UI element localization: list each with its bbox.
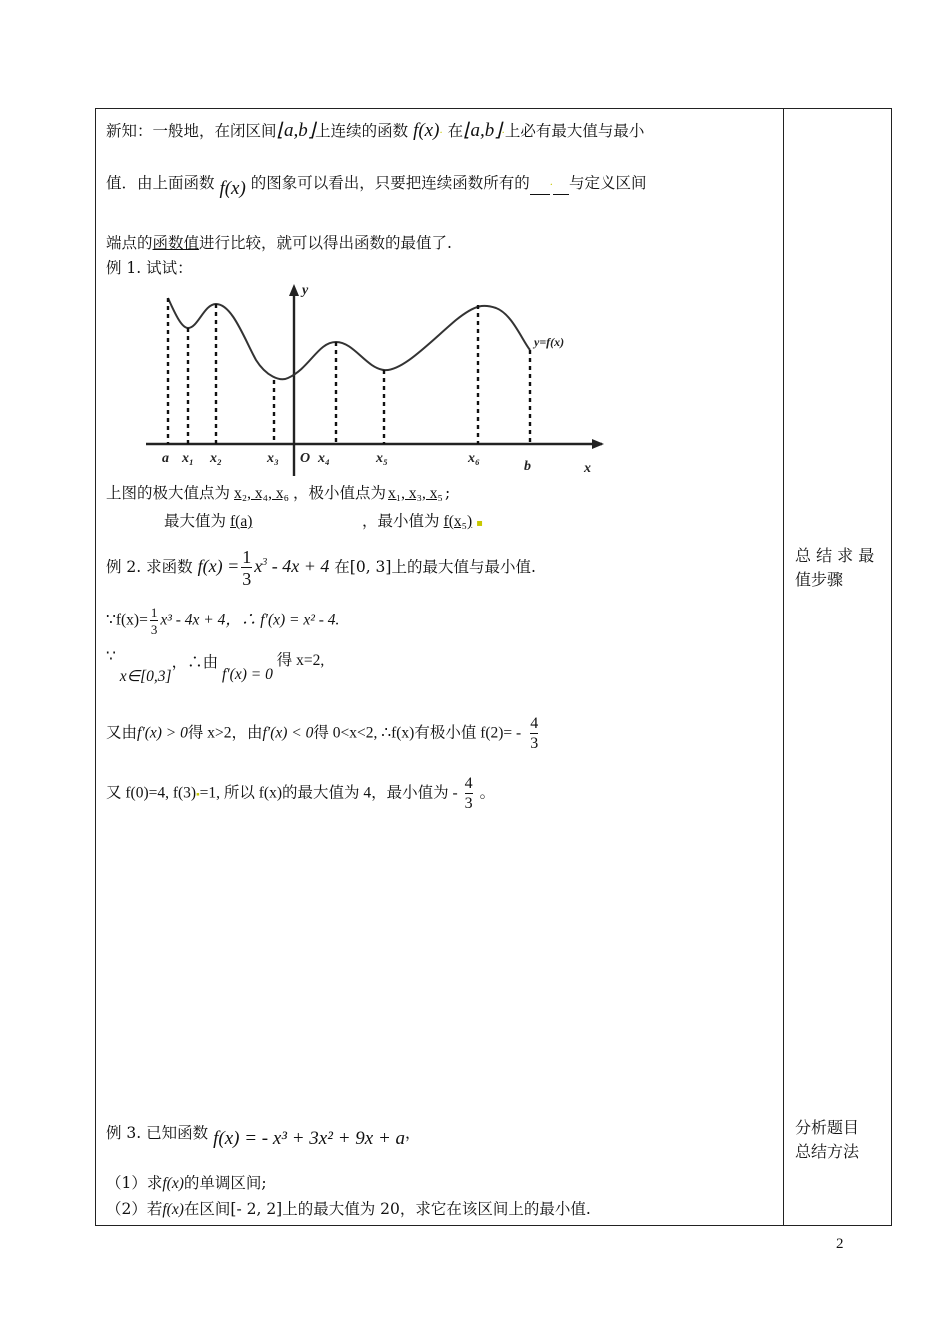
max-value: f(a) <box>230 513 253 530</box>
fraction-one-third: $\frac{1}{3}$ <box>242 547 252 589</box>
fraction-four-thirds: $\frac{4}{3}$ <box>530 715 539 752</box>
function-graph <box>140 280 610 478</box>
text: 新知：一般地，在闭区间 <box>106 122 277 140</box>
example-1-title: 例 1. 试试： <box>106 259 193 277</box>
fx-math: f(x) <box>413 120 440 141</box>
text: ， <box>405 1124 421 1142</box>
side-note-2-line-2: 总结方法 <box>795 1142 860 1161</box>
tick-x5: x₅ <box>376 451 388 466</box>
text: 上必有最大值与最小 <box>504 122 645 140</box>
text: =1, 所以 f(x)的最大值为 4，最小值为 - <box>199 784 458 802</box>
fx-math: f(x) <box>219 178 246 199</box>
text: 上图的极大值点为 <box>106 484 231 502</box>
text: 的单调区间; <box>183 1174 267 1192</box>
step-3 <box>106 716 541 752</box>
intro-line-1: 新知：一般地，在闭区间⌊a,b⌋上连续的函数 f(x)· 在⌊a,b⌋·上必有最大值与最小 <box>106 120 645 141</box>
y-arrow <box>289 284 299 296</box>
text: ，最小值为 <box>362 512 440 530</box>
curve-label: y=f(x) <box>534 335 565 349</box>
fx-math: f(x) <box>162 1201 184 1218</box>
underlined-term: 函数值 <box>152 234 200 252</box>
tick-a: a <box>162 451 169 466</box>
max-points: x₂, x₄, x₆ <box>234 485 289 502</box>
side-note-1-line-2: 值步骤 <box>795 570 844 589</box>
text: 例 2. 求函数 <box>106 558 193 576</box>
text: 端点的 <box>106 234 153 252</box>
text: x³ - 4x + 4，∴ <box>160 611 257 629</box>
ex2-function-rest: $x^3 - 4x + 4$ <box>254 556 330 576</box>
step-1 <box>106 606 339 636</box>
domain-math: x∈[0,3] <box>119 668 172 685</box>
tick-x1: x₁ <box>182 451 194 466</box>
text: 进行比较，就可以得出函数的最值了. <box>199 234 452 252</box>
example-3-title <box>106 1122 421 1149</box>
min-points: x₁, x₃, x₅ <box>388 485 443 502</box>
text: 在[0, 3]上的最大值与最小值. <box>334 558 536 576</box>
x-label: x <box>584 461 591 476</box>
text: ∵f(x)= <box>106 611 148 629</box>
text: 例 3. 已知函数 <box>106 1124 209 1142</box>
x-arrow <box>592 439 604 449</box>
example-2-title <box>106 548 536 588</box>
extreme-values-line: 最大值为 f(a) ，最小值为 f(x₅) ▪ <box>164 510 483 535</box>
inequality: f′(x) > 0 <box>137 724 188 742</box>
page-number: 2 <box>836 1236 844 1252</box>
tick-x2: x₂ <box>210 451 222 466</box>
ex2-function: f(x) = <box>197 556 240 576</box>
text: ，∴由 <box>171 654 219 671</box>
fraction-one-third-small: $\frac{1}{3}$ <box>150 605 158 637</box>
text: 在 <box>447 122 464 140</box>
fx-math: f(x) <box>162 1175 184 1192</box>
question-1 <box>106 1172 267 1195</box>
tick-x6: x₆ <box>468 451 480 466</box>
min-value: f(x₅) <box>443 513 473 530</box>
text: 。 <box>479 784 496 802</box>
interval-math: ⌊a,b⌋ <box>276 120 316 141</box>
derivative: f′(x) = x² - 4. <box>260 611 340 629</box>
text: ，极小值点为 <box>292 484 386 502</box>
tick-x3: x₃ <box>267 451 279 466</box>
because-symbol: ∵ <box>106 648 116 665</box>
text: 得 0<x<2, ∴f(x)有极小值 f(2)= - <box>313 724 522 742</box>
text: 又 f(0)=4, f(3) <box>106 784 197 802</box>
text: 与定义区间 <box>568 174 647 192</box>
origin-label: O <box>300 451 311 466</box>
critical-eq: f′(x) = 0 <box>221 666 273 683</box>
extreme-points-line <box>106 482 450 505</box>
text: 又由 <box>106 724 138 742</box>
side-note-2-line-1: 分析题目 <box>795 1118 860 1137</box>
text: 得 x=2, <box>276 652 325 669</box>
tick-x4: x₄ <box>318 451 330 466</box>
text: 得 x>2，由 <box>187 724 263 742</box>
text: 在区间[- 2, 2]上的最大值为 20，求它在该区间上的最小值. <box>183 1200 591 1218</box>
text: （2）若 <box>106 1200 163 1218</box>
side-note-1-line-1: 总 结 求 最 <box>795 546 875 565</box>
dashed-lines <box>168 298 530 444</box>
step-2 <box>106 648 325 685</box>
column-divider <box>783 108 784 1226</box>
blank <box>553 172 569 195</box>
y-label: y <box>302 283 309 298</box>
ex3-function: f(x) = - x³ + 3x² + 9x + a <box>213 1128 406 1149</box>
step-4: 又 f(0)=4, f(3)▪=1, 所以 f(x)的最大值为 4，最小值为 - $\frac{4}{3}$ 。 <box>106 775 496 812</box>
text: 的图象可以看出，只要把连续函数所有的 <box>250 174 530 192</box>
side-note-2 <box>795 1116 859 1164</box>
blank <box>530 172 550 195</box>
side-note-1 <box>795 544 874 592</box>
curve <box>168 298 530 379</box>
interval-math: ⌊a,b⌋ <box>463 120 502 141</box>
intro-line-3 <box>106 232 452 254</box>
question-2 <box>106 1198 591 1221</box>
intro-line-2: 值．由上面函数 f(x) 的图象可以看出，只要把连续函数所有的 · 与定义区间 <box>106 174 647 199</box>
tick-b: b <box>524 459 531 474</box>
inequality: f′(x) < 0 <box>262 724 314 742</box>
text: 上连续的函数 <box>315 122 409 140</box>
text: 值．由上面函数 <box>106 174 215 192</box>
fraction-four-thirds: $\frac{4}{3}$ <box>464 775 473 812</box>
text: ; <box>444 484 451 502</box>
text: 最大值为 <box>164 512 227 530</box>
text: （1）求 <box>106 1174 163 1192</box>
